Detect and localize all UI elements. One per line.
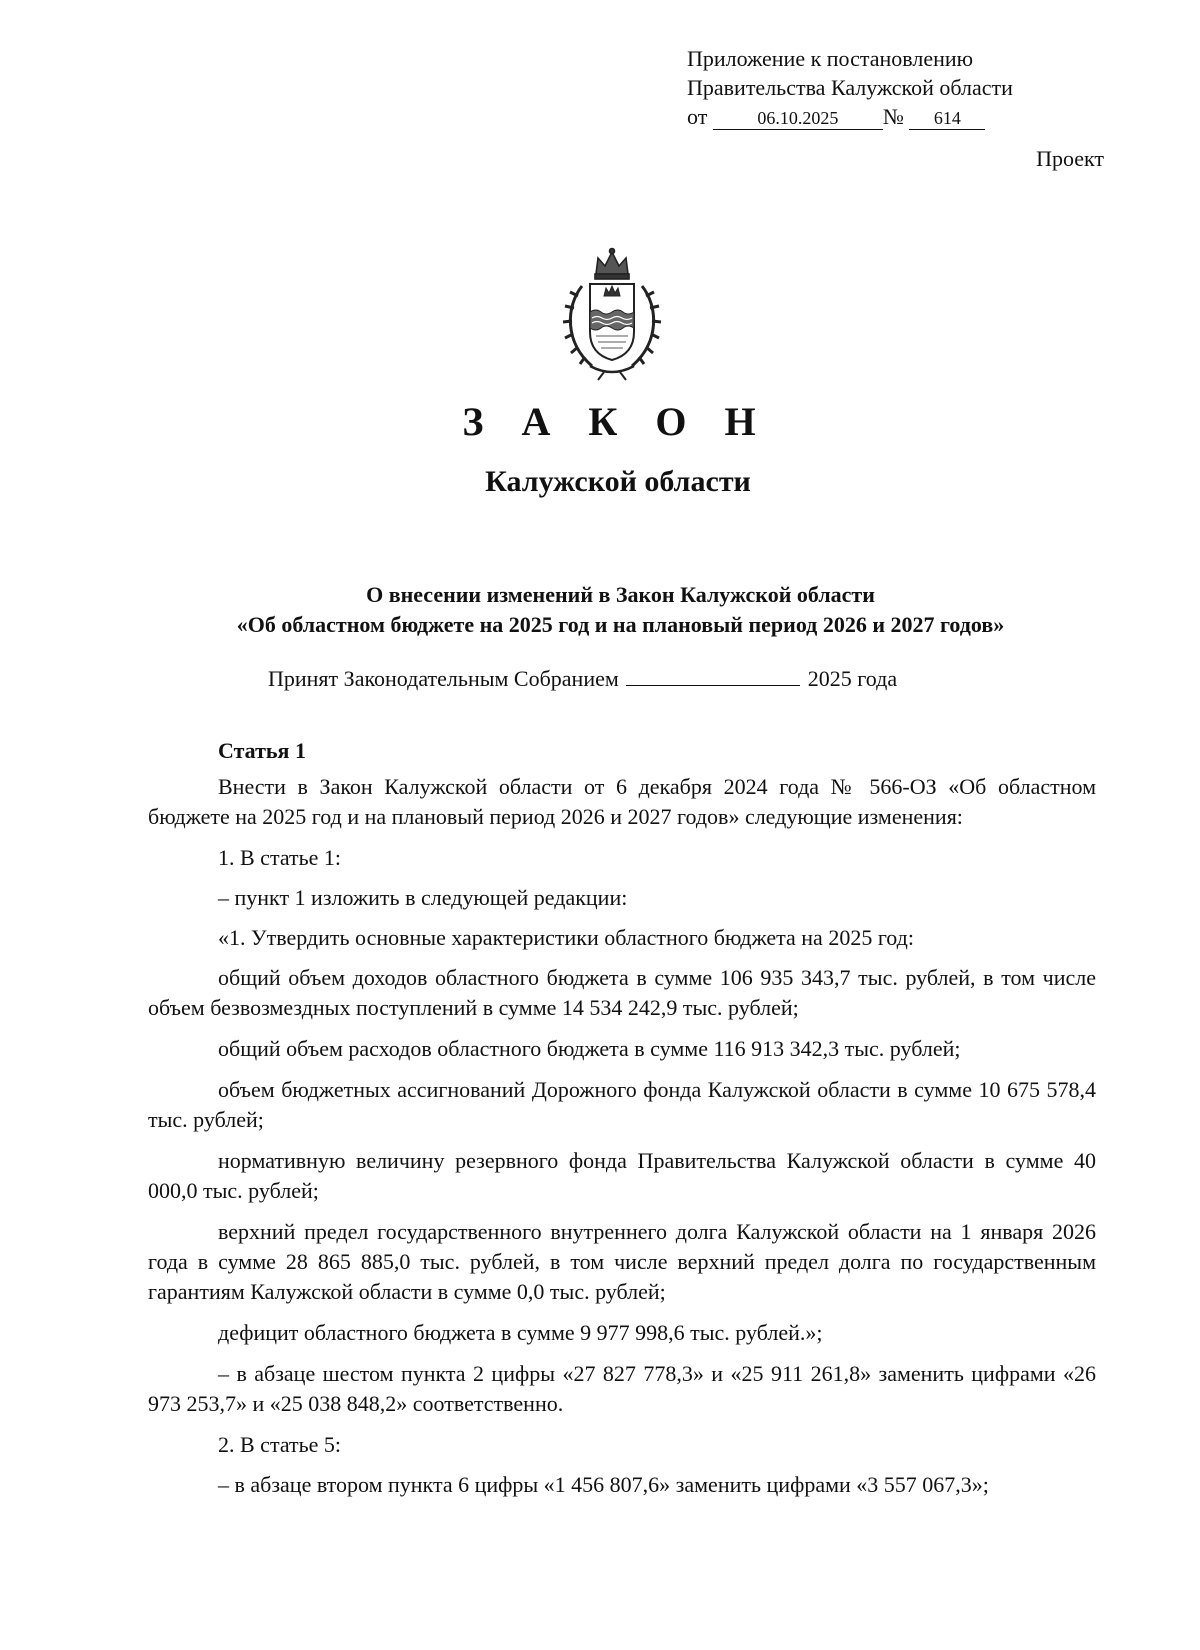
paragraph: 2. В статье 5: — [218, 1432, 342, 1457]
region-title: Калужской области — [485, 465, 751, 498]
paragraph: – пункт 1 изложить в следующей редакции: — [218, 885, 628, 910]
attachment-line-2: Правительства Калужской области — [687, 75, 1013, 100]
paragraph: нормативную величину резервного фонда Правительства Калужской области в сумме 40 000,0 тыс. рублей; — [148, 1148, 1096, 1203]
attachment-line-1: Приложение к постановлению — [687, 46, 974, 71]
adopted-date-blank — [626, 665, 800, 686]
law-subject-line-2: «Об областном бюджете на 2025 год и на плановый период 2026 и 2027 годов» — [236, 612, 1005, 637]
paragraph: 1. В статье 1: — [218, 845, 342, 870]
paragraph: общий объем доходов областного бюджета в сумме 106 935 343,7 тыс. рублей, в том числе объем безвозмездных поступлений в сумме 14 534 242,9 тыс. рублей; — [148, 965, 1096, 1020]
paragraph: – в абзаце втором пункта 6 цифры «1 456 807,6» заменить цифрами «3 557 067,3»; — [218, 1472, 989, 1497]
paragraph: общий объем расходов областного бюджета в сумме 116 913 342,3 тыс. рублей; — [218, 1036, 961, 1061]
attachment-date-line — [687, 102, 1013, 131]
law-subject-line-1: О внесении изменений в Закон Калужской области — [366, 582, 875, 607]
attachment-number-sign: № — [882, 104, 904, 129]
attachment-block — [687, 44, 1013, 131]
paragraph: Внести в Закон Калужской области от 6 декабря 2024 года № 566-ОЗ «Об областном бюджете на 2025 год и на плановый период 2026 и 2027 годов» следующие изменения: — [148, 774, 1096, 829]
paragraph: объем бюджетных ассигнований Дорожного фонда Калужской области в сумме 10 675 578,4 тыс. рублей; — [148, 1077, 1096, 1132]
article-heading: Статья 1 — [218, 738, 306, 763]
adopted-line — [268, 665, 897, 692]
attachment-date: 06.10.2025 — [713, 107, 883, 130]
draft-label: Проект — [1036, 146, 1104, 171]
paragraph: – в абзаце шестом пункта 2 цифры «27 827 778,3» и «25 911 261,8» заменить цифрами «26 973 253,7» и «25 038 848,2» соответственно. — [148, 1361, 1096, 1416]
attachment-from-prefix: от — [687, 104, 708, 129]
paragraph: верхний предел государственного внутреннего долга Калужской области на 1 января 2026 года в сумме 28 865 885,0 тыс. рублей, в том числе верхний предел долга по государственным гарантиям Калужской области в сумме 0,0 тыс. рублей; — [148, 1219, 1096, 1304]
paragraph: «1. Утвердить основные характеристики областного бюджета на 2025 год: — [218, 925, 914, 950]
article-body — [148, 772, 1096, 1511]
kaluga-coat-of-arms-icon — [552, 246, 672, 382]
law-subject — [148, 580, 1093, 640]
attachment-number: 614 — [909, 107, 985, 130]
adopted-prefix: Принят Законодательным Собранием — [268, 666, 619, 691]
paragraph: дефицит областного бюджета в сумме 9 977 998,6 тыс. рублей.»; — [218, 1320, 823, 1345]
adopted-suffix: 2025 года — [807, 666, 898, 691]
law-title: З А К О Н — [462, 399, 770, 444]
